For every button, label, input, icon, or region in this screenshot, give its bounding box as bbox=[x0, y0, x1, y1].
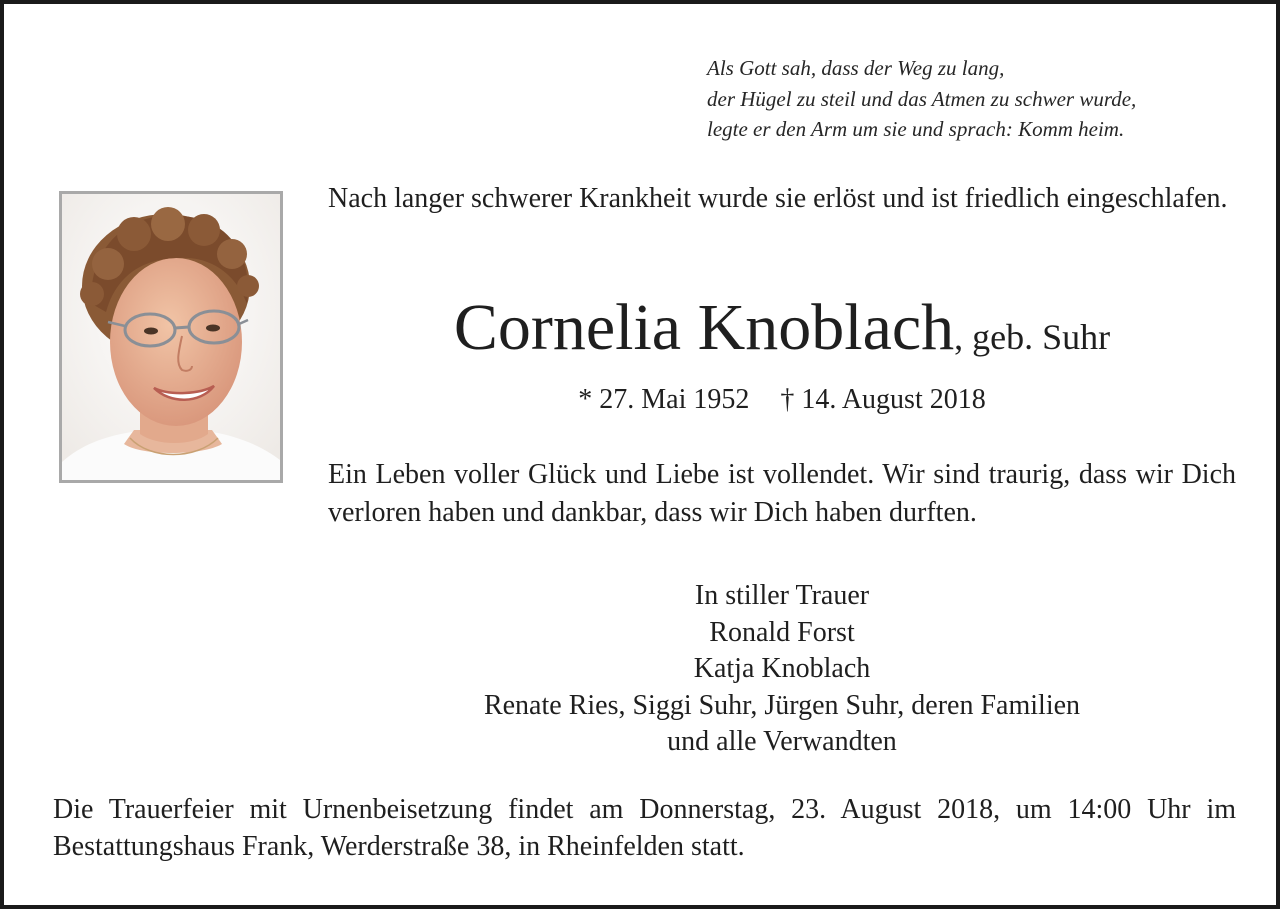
poem-line: der Hügel zu steil und das Atmen zu schwer wurde, bbox=[707, 86, 1137, 111]
life-dates bbox=[328, 382, 1236, 418]
poem-line: Als Gott sah, dass der Weg zu lang, bbox=[707, 56, 1005, 80]
service-announcement: Die Trauerfeier mit Urnenbeisetzung findet am Donnerstag, 23. August 2018, um 14:00 Uhr im Bestattungshaus Frank, Werderstraße 38, in Rheinfelden statt. bbox=[53, 794, 1236, 862]
intro-text: Nach langer schwerer Krankheit wurde sie erlöst und ist friedlich eingeschlafen. bbox=[328, 183, 1228, 214]
portrait-image bbox=[62, 194, 280, 480]
deceased-name: Cornelia Knoblach bbox=[453, 291, 955, 364]
mourners-line: Renate Ries, Siggi Suhr, Jürgen Suhr, deren Familien bbox=[483, 689, 1081, 721]
mourners-list bbox=[328, 578, 1236, 761]
portrait-photo bbox=[59, 191, 283, 483]
maiden-name: , geb. Suhr bbox=[954, 317, 1111, 357]
mourners-line: In stiller Trauer bbox=[694, 580, 870, 611]
mourners-line: Katja Knoblach bbox=[693, 653, 871, 684]
mourners-line: und alle Verwandten bbox=[667, 726, 897, 757]
poem-quote bbox=[707, 53, 1247, 145]
mourners-line: Ronald Forst bbox=[709, 616, 855, 648]
deceased-name-line bbox=[328, 286, 1236, 387]
poem-line: legte er den Arm um sie und sprach: Komm heim. bbox=[707, 117, 1125, 141]
tribute-text: Ein Leben voller Glück und Liebe ist vollendet. Wir sind traurig, dass wir Dich verloren haben und dankbar, dass wir Dich haben durften. bbox=[328, 459, 1236, 528]
birth-date: * 27. Mai 1952 bbox=[578, 384, 750, 415]
death-date: † 14. August 2018 bbox=[780, 384, 986, 415]
